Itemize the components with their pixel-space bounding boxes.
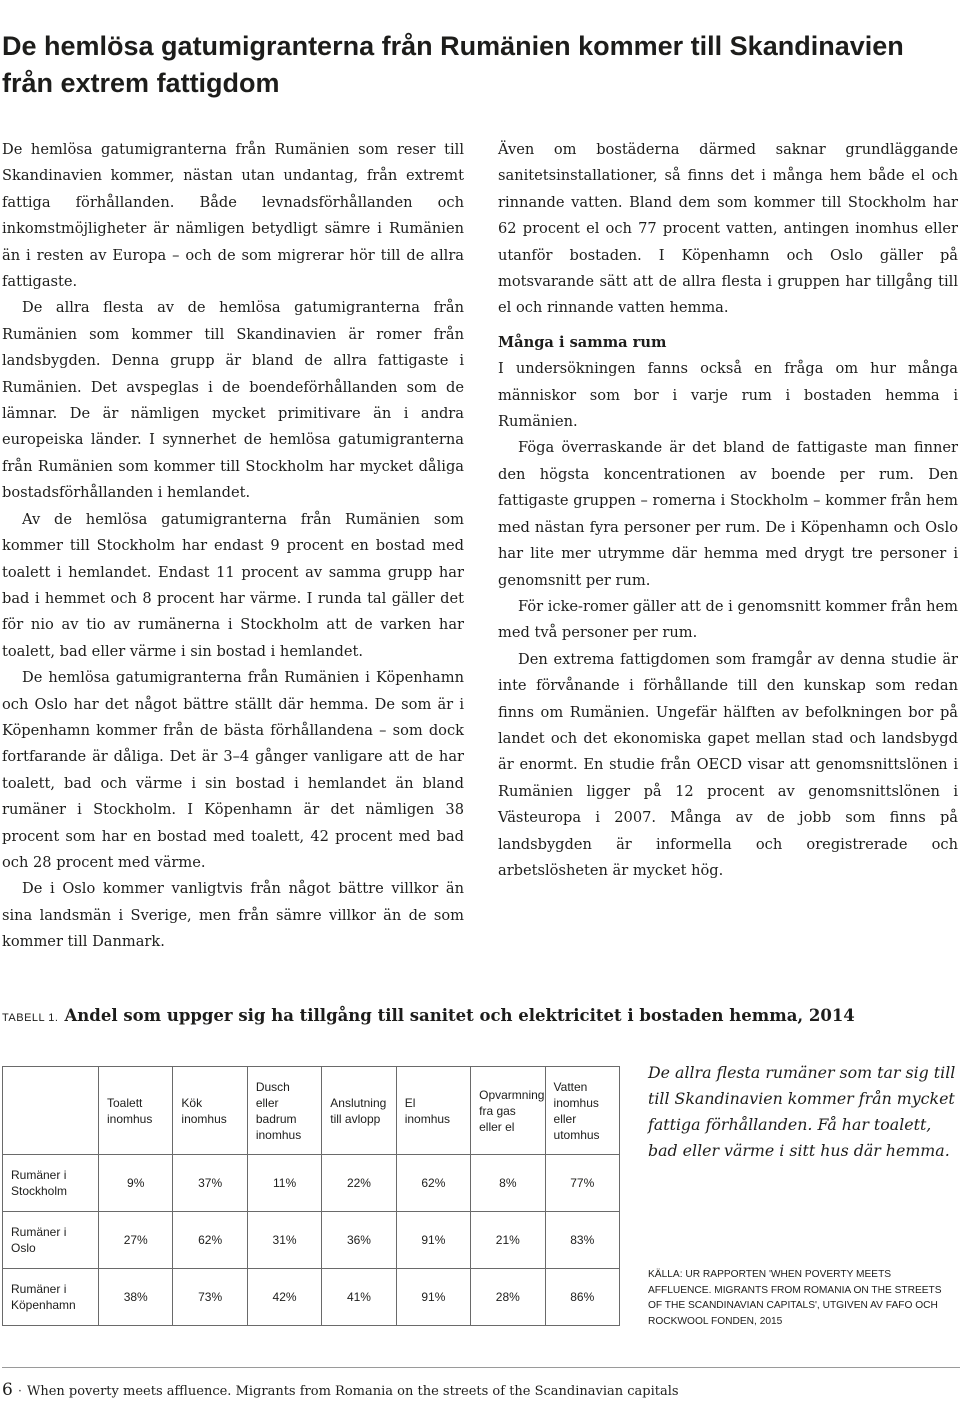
left-column <box>2 137 464 956</box>
table-cell: 77% <box>545 1155 619 1212</box>
page-title: De hemlösa gatumigranterna från Rumänien kommer till Skandinavien från extrem fattigdom <box>2 31 904 98</box>
page-number: 6 <box>2 1380 13 1400</box>
table-cell: 91% <box>396 1269 470 1326</box>
paragraph: De hemlösa gatumigranterna från Rumänien som reser till Skandinavien kommer, nästan utan undantag, från extremt fattiga förhållanden. Både levnadsförhållanden och inkomstmöjligheter är nämligen betydligt sämre i Rumänien än i resten av Europa – och de som migrerar hör till de allra fattigaste. <box>2 141 464 291</box>
table-cell: 62% <box>396 1155 470 1212</box>
table-header-row <box>3 1067 620 1155</box>
paragraph: Av de hemlösa gatumigranterna från Rumänien som kommer till Stockholm har endast 9 procent en bostad med toalett i hemlandet. Endast 11 procent av samma grupp har bad i hemmet och 8 procent har värme. I runda tal gäller det för nio av tio av rumänerna i Stockholm att de varken har toalett, bad eller värme i sin bostad i hemlandet. <box>2 510 464 660</box>
section-heading: Många i samma rum <box>498 333 667 351</box>
table-corner-cell <box>3 1067 99 1155</box>
paragraph: I undersökningen fanns också en fråga om hur många människor som bor i varje rum i bostaden hemma i Rumänien. <box>498 360 958 431</box>
table-cell: 62% <box>173 1212 247 1269</box>
column-header: Opvarmning fra gas eller el <box>471 1067 545 1155</box>
paragraph: Även om bostäderna därmed saknar grundläggande sanitetsinstallationer, så finns det i många hem både el och rinnande vatten. Bland dem som kommer till Stockholm har 62 procent el och 77 procent vatten, antingen inomhus eller utanför bostaden. I Köpenhamn och Oslo gäller på motsvarande sätt att de allra flesta i gruppen har tillgång till el och rinnande vatten hemma. <box>498 141 958 317</box>
column-header: Toalett inomhus <box>99 1067 173 1155</box>
table-cell: 28% <box>471 1269 545 1326</box>
column-header: Dusch eller badrum inomhus <box>247 1067 321 1155</box>
access-table <box>2 1066 620 1326</box>
table-row <box>3 1155 620 1212</box>
paragraph: De hemlösa gatumigranterna från Rumänien i Köpenhamn och Oslo har det något bättre ställt där hemma. De som är i Köpenhamn kommer från de bästa förhållandena – som dock fortfarande är dåliga. Det är 3–4 gånger vanligare att de har toalett, bad och värme i sin bostad i hemlandet än bland rumäner i Stockholm. I Köpenhamn är det nämligen 38 procent som har en bostad med toalett, 42 procent med bad och 28 procent med värme. <box>2 669 464 871</box>
table-cell: 36% <box>322 1212 396 1269</box>
paragraph: De i Oslo kommer vanligtvis från något bättre villkor än sina landsmän i Sverige, men från sämre villkor än de som kommer till Danmark. <box>2 880 464 951</box>
row-header: Rumäner i Köpenhamn <box>3 1269 99 1326</box>
column-header: Anslutning till avlopp <box>322 1067 396 1155</box>
table-label: TABELL 1. <box>2 1012 59 1024</box>
table-row <box>3 1212 620 1269</box>
table-cell: 91% <box>396 1212 470 1269</box>
column-header: El inomhus <box>396 1067 470 1155</box>
paragraph: För icke-romer gäller att de i genomsnitt kommer från hem med två personer per rum. <box>498 597 958 642</box>
paragraph: Föga överraskande är det bland de fattigaste man finner den högsta koncentrationen av boende per rum. Den fattigaste gruppen – romerna i Stockholm – kommer från hem med nästan fyra personer per rum. De i Köpenhamn och Oslo har lite mer utrymme där hemma med drygt tre personer i genomsnitt per rum. <box>498 439 958 589</box>
table-cell: 73% <box>173 1269 247 1326</box>
table-cell: 21% <box>471 1212 545 1269</box>
table-cell: 22% <box>322 1155 396 1212</box>
paragraph: Den extrema fattigdomen som framgår av denna studie är inte förvånande i förhållande till den kunskap som redan finns om Rumänien. Ungefär hälften av befolkningen bor på landet och det ekonomiska gapet mellan stad och landsbygd är enormt. En studie från OECD visar att genomsnittslönen i Rumänien ligger på 12 procent av genomsnittslönen i Västeuropa i 2007. Många av de jobb som finns på landsbygden är informella och oregistrerade och arbetslösheten är mycket hög. <box>498 650 958 879</box>
source-note: KÄLLA: UR RAPPORTEN 'WHEN POVERTY MEETS AFFLUENCE. MIGRANTS FROM ROMANIA ON THE STREETS OF THE SCANDINAVIAN CAPITALS', UTGIVEN AV FAFO OCH ROCKWOOL FONDEN, 2015 <box>648 1269 942 1327</box>
pull-quote: De allra flesta rumäner som tar sig till till Skandinavien kommer från mycket fattiga förhållanden. Få har toalett, bad eller värme i sitt hus där hemma. <box>648 1063 956 1160</box>
page-footer <box>2 1380 952 1400</box>
table-cell: 37% <box>173 1155 247 1212</box>
table-cell: 11% <box>247 1155 321 1212</box>
row-header: Rumäner i Stockholm <box>3 1155 99 1212</box>
table-cell: 38% <box>99 1269 173 1326</box>
paragraph: De allra flesta av de hemlösa gatumigranterna från Rumänien som kommer till Skandinavien är romer från landsbygden. Denna grupp är bland de allra fattigaste i Rumänien. Det avspeglas i de boendeförhållanden som de lämnar. De är nämligen mycket primitivare än i andra europeiska länder. I synnerhet de hemlösa gatumigranterna från Rumänien som kommer till Stockholm har mycket dåliga bostadsförhållanden i hemlandet. <box>2 299 464 502</box>
column-header: Kök inomhus <box>173 1067 247 1155</box>
footer-divider <box>2 1367 960 1368</box>
table-cell: 8% <box>471 1155 545 1212</box>
row-header: Rumäner i Oslo <box>3 1212 99 1269</box>
column-header: Vatten inomhus eller utomhus <box>545 1067 619 1155</box>
table-cell: 31% <box>247 1212 321 1269</box>
table-cell: 27% <box>99 1212 173 1269</box>
table-cell: 86% <box>545 1269 619 1326</box>
publication-title: When poverty meets affluence. Migrants from Romania on the streets of the Scandinavian capitals <box>26 1384 679 1399</box>
right-column <box>498 137 958 884</box>
table-cell: 9% <box>99 1155 173 1212</box>
table-row <box>3 1269 620 1326</box>
footer-separator: · <box>17 1384 22 1399</box>
table-cell: 41% <box>322 1269 396 1326</box>
table-cell: 83% <box>545 1212 619 1269</box>
table-caption <box>2 1006 932 1025</box>
table-cell: 42% <box>247 1269 321 1326</box>
table-title: Andel som uppger sig ha tillgång till sanitet och elektricitet i bostaden hemma, 2014 <box>64 1006 855 1025</box>
